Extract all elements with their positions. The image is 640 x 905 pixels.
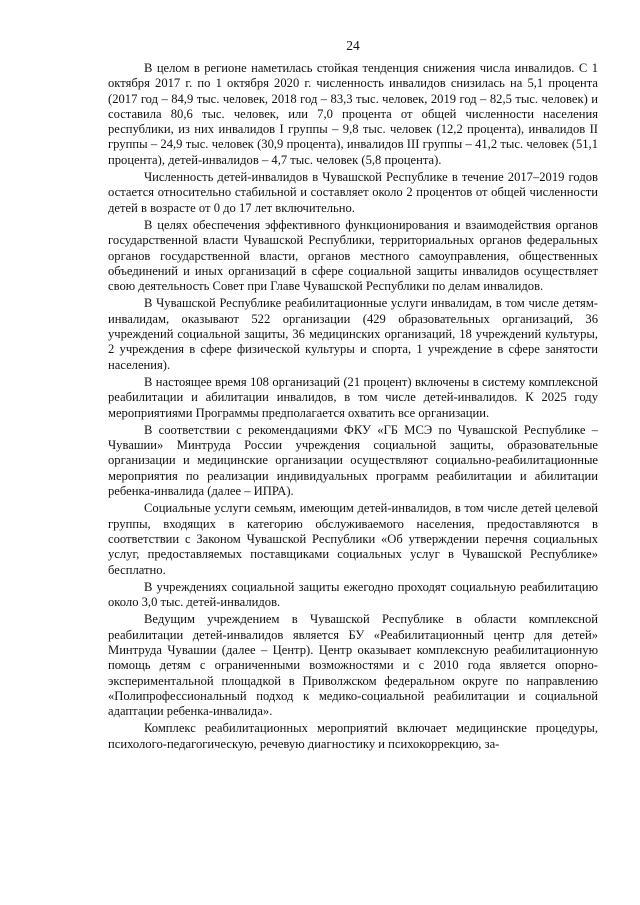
paragraph: Численность детей-инвалидов в Чувашской Республике в течение 2017–2019 годов остается относительно стабильной и составляет около 2 процентов от общей численности детей в возрасте от 0 до 17 лет включительно. (108, 170, 598, 215)
paragraph: В целом в регионе наметилась стойкая тенденция снижения числа инвалидов. С 1 октября 2017 г. по 1 октября 2020 г. численность инвалидов снизилась на 5,1 процента (2017 год – 84,9 тыс. человек, 2018 год – 83,3 тыс. человек, 2019 год – 82,5 тыс. человек) и составила 80,6 тыс. человек, или 7,0 процента от общей численности населения республики, из них инвалидов I группы – 9,8 тыс. человек (12,2 процента), инвалидов II группы – 24,9 тыс. человек (30,9 процента), инвалидов III группы – 41,2 тыс. человек (51,1 процента), детей-инвалидов – 4,7 тыс. человек (5,8 процента). (108, 61, 598, 167)
page-number: 24 (346, 38, 360, 53)
paragraph: В настоящее время 108 организаций (21 процент) включены в систему комплексной реабилитации и абилитации инвалидов, в том числе детей-инвалидов. К 2025 году мероприятиями Программы предполагается охватить все организации. (108, 374, 598, 420)
paragraph: В соответствии с рекомендациями ФКУ «ГБ МСЭ по Чувашской Республике – Чувашии» Минтруда России учреждения социальной защиты, образовательные организации и медицинские организации осуществляют социально-реабилитационные мероприятия по реализации индивидуальных программ реабилитации и абилитации ребенка-инвалида (далее – ИПРА). (108, 422, 598, 499)
document-page (108, 38, 598, 754)
paragraph: В учреждениях социальной защиты ежегодно проходят социальную реабилитацию около 3,0 тыс. детей-инвалидов. (108, 579, 598, 610)
paragraph: Социальные услуги семьям, имеющим детей-инвалидов, в том числе детей целевой группы, входящих в категорию обслуживаемого населения, предоставляются в соответствии с Законом Чувашской Республики «Об утверждении перечня социальных услуг, предоставляемых поставщиками социальных услуг в Чувашской Республике» бесплатно. (108, 501, 598, 577)
paragraph: Ведущим учреждением в Чувашской Республике в области комплексной реабилитации детей-инвалидов является БУ «Реабилитационный центр для детей» Минтруда Чувашии (далее – Центр). Центр оказывает комплексную реабилитационную помощь детям с ограниченными возможностями и с 2010 года является опорно-экспериментальной площадкой в Приволжском федеральном округе по направлению «Полипрофессиональный подход к медико-социальной реабилитации и социальной адаптации ребенка-инвалида». (108, 612, 598, 719)
paragraph: В целях обеспечения эффективного функционирования и взаимодействия органов государственной власти Чувашской Республики, территориальных органов федеральных органов государственной власти, органов местного самоуправления, общественных объединений и иных организаций в сфере социальной защиты инвалидов осуществляет свою деятельность Совет при Главе Чувашской Республики по делам инвалидов. (108, 217, 598, 294)
paragraph: Комплекс реабилитационных мероприятий включает медицинские процедуры, психолого-педагогическую, речевую диагностику и психокоррекцию, за- (108, 721, 598, 751)
paragraph: В Чувашской Республике реабилитационные услуги инвалидам, в том числе детям-инвалидам, оказывают 522 организации (429 образовательных организаций, 36 учреждений социальной защиты, 36 медицинских организаций, 18 учреждений культуры, 2 учреждения в сфере физической культуры и спорта, 1 учреждение в сфере занятости населения). (108, 296, 598, 372)
